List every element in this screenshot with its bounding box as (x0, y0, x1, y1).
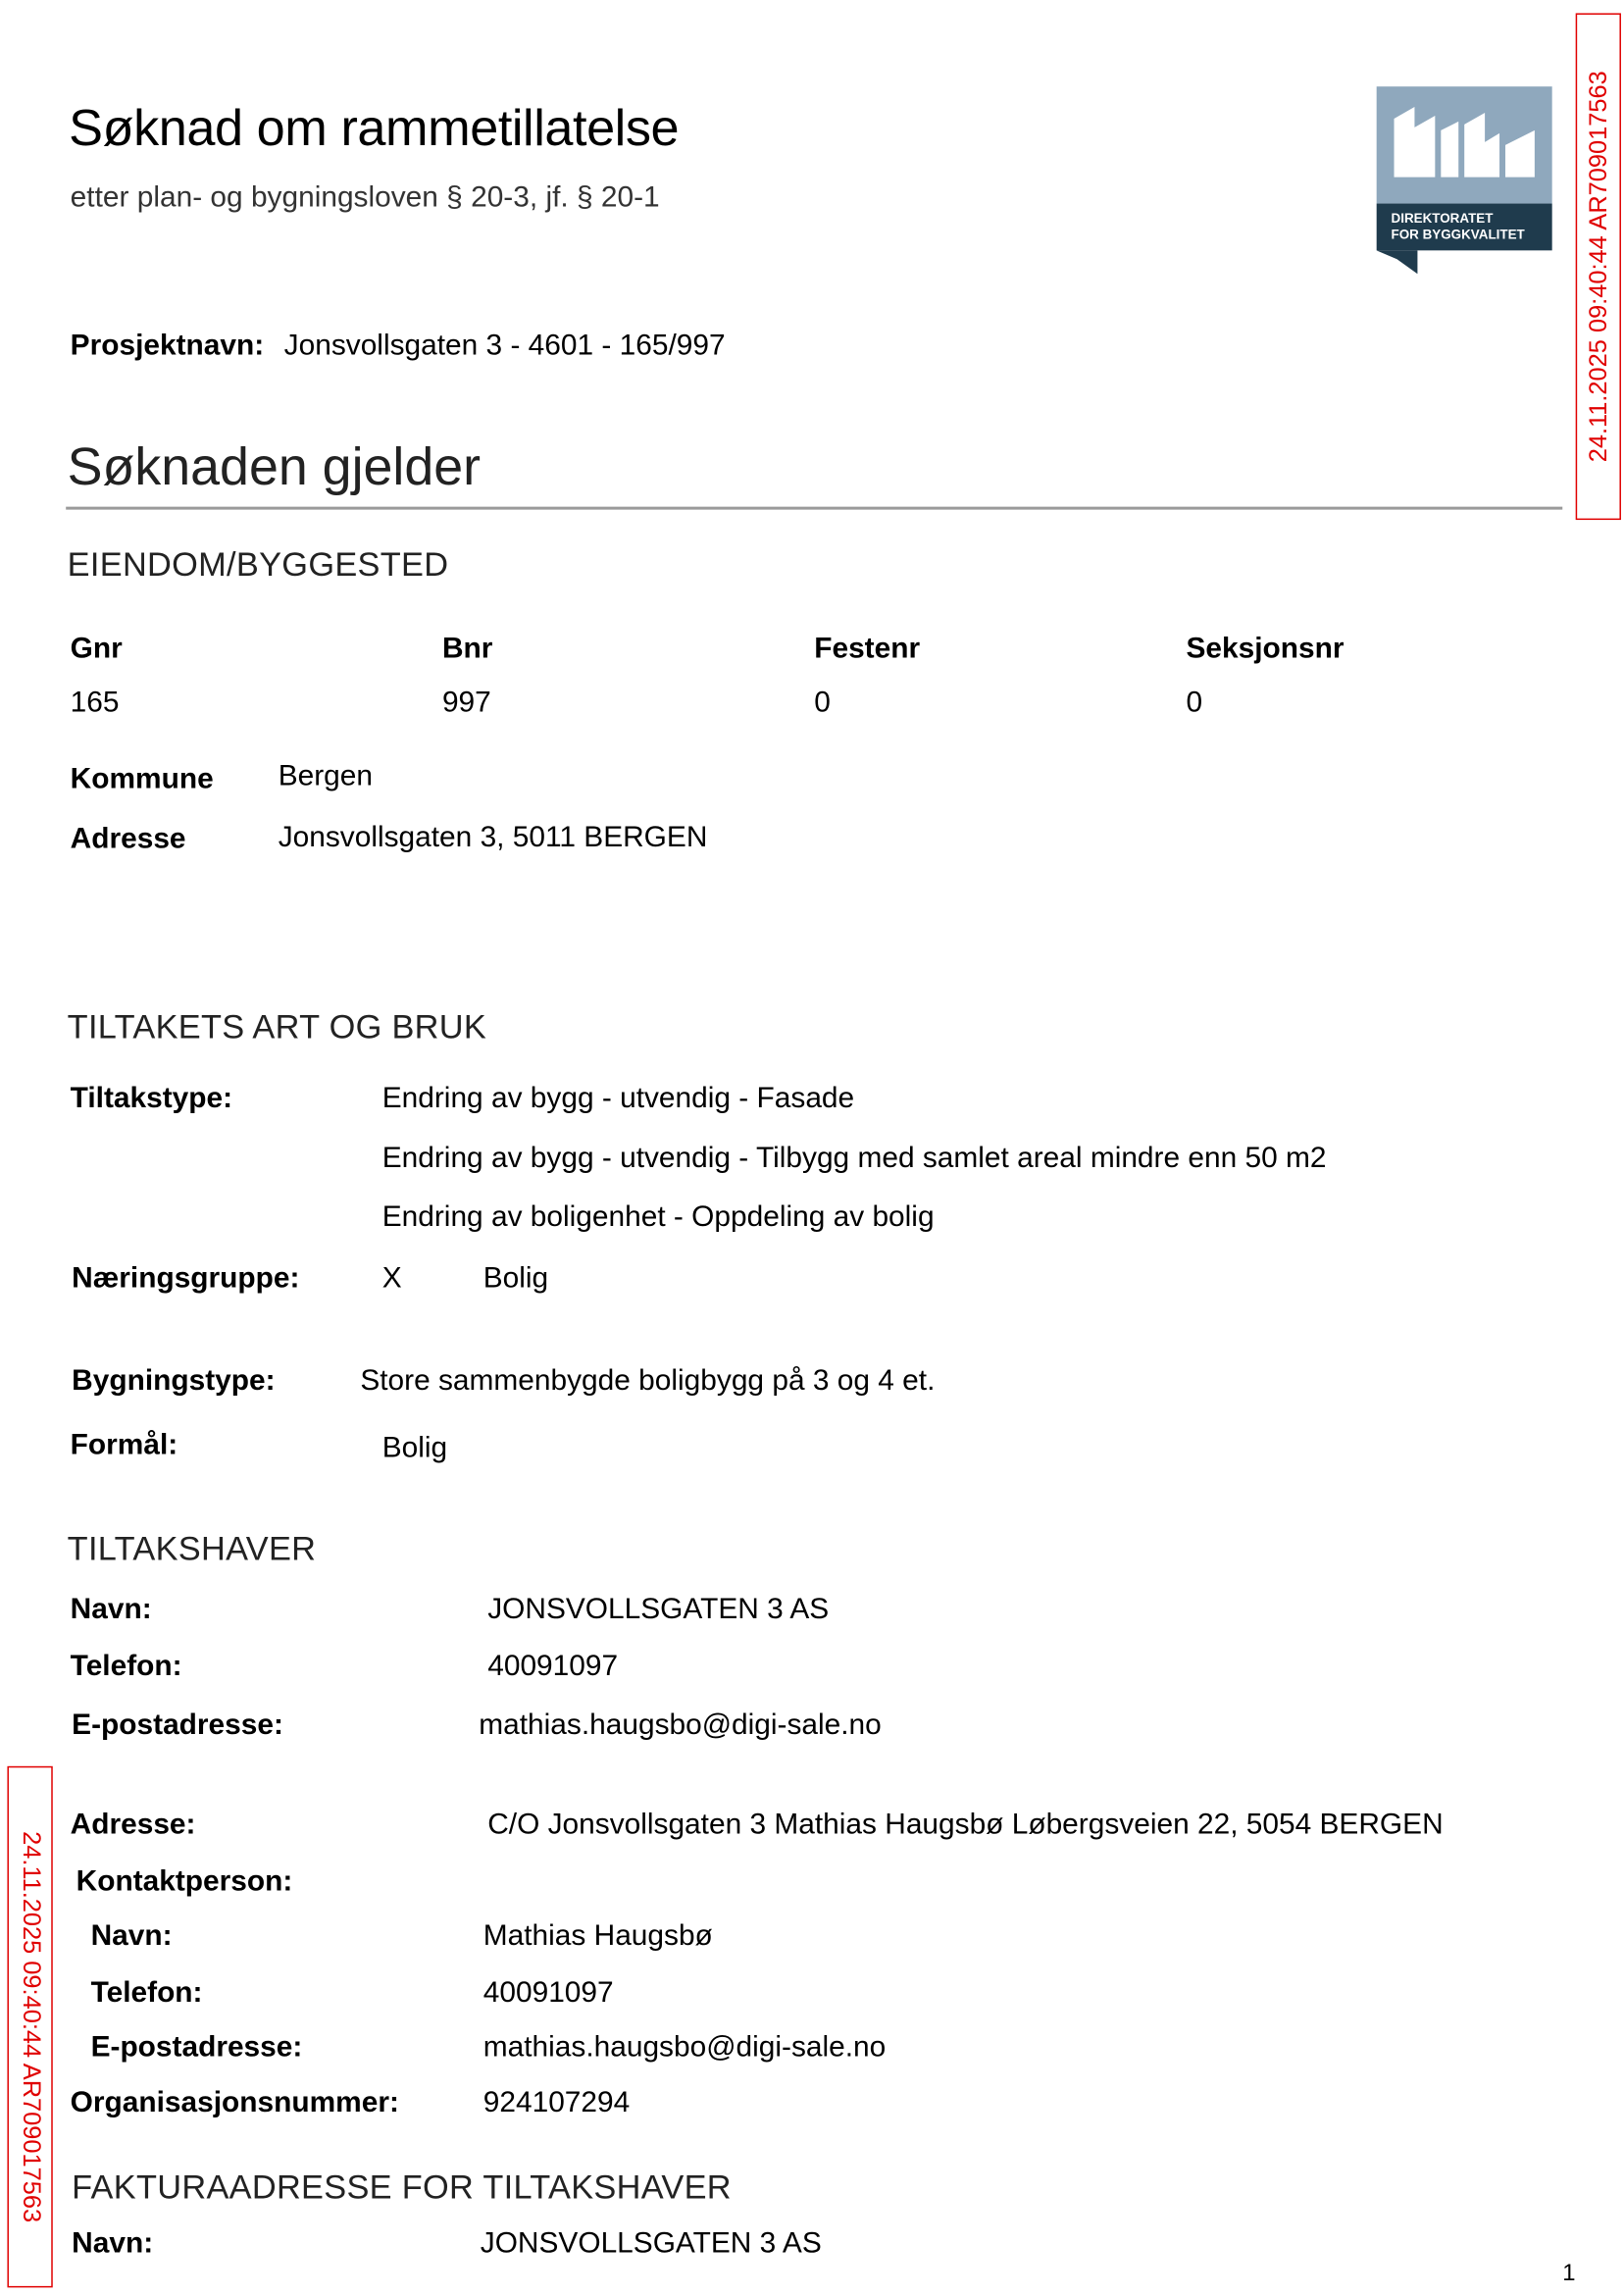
bnr-value: 997 (441, 687, 491, 720)
purpose-value: Bolig (381, 1432, 448, 1465)
dibk-logo-icon (1377, 86, 1552, 274)
applicant-phone-value: 40091097 (487, 1650, 619, 1683)
applicant-heading: TILTAKSHAVER (67, 1528, 317, 1567)
timestamp-stamp-side (7, 1766, 52, 2288)
building-type-value: Store sammenbygde boligbygg på 3 og 4 et. (360, 1364, 936, 1398)
bnr-label: Bnr (441, 633, 493, 665)
timestamp-stamp-top (1576, 13, 1621, 520)
industry-value: Bolig (482, 1262, 549, 1295)
billing-name-label: Navn: (72, 2227, 154, 2261)
property-heading: EIENDOM/BYGGESTED (67, 544, 449, 584)
applicant-email-label: E-postadresse: (72, 1708, 283, 1742)
industry-code: X (381, 1262, 402, 1295)
billing-heading: FAKTURAADRESSE FOR TILTAKSHAVER (72, 2167, 732, 2206)
purpose-label: Formål: (70, 1429, 178, 1462)
applicant-name-label: Navn: (70, 1593, 152, 1626)
seksjonsnr-label: Seksjonsnr (1186, 633, 1345, 665)
logo-line2: FOR BYGGKVALITET (1391, 227, 1525, 242)
applicant-address-value: C/O Jonsvollsgaten 3 Mathias Haugsbø Løbergsveien 22, 5054 BERGEN (487, 1809, 1444, 1841)
contact-name-label: Navn: (90, 1919, 173, 1953)
festenr-value: 0 (814, 687, 831, 720)
org-number-label: Organisasjonsnummer: (70, 2086, 399, 2119)
municipality-value: Bergen (278, 759, 374, 792)
billing-name-value: JONSVOLLSGATEN 3 AS (480, 2227, 822, 2261)
stamp-text-side: 24.11.2025 09:40:44 AR709017563 (17, 1831, 45, 2223)
application-heading: Søknaden gjelder (67, 435, 482, 497)
contact-phone-label: Telefon: (90, 1976, 203, 2010)
measure-type-item: Endring av bygg - utvendig - Fasade (381, 1082, 855, 1115)
applicant-name-value: JONSVOLLSGATEN 3 AS (487, 1593, 830, 1626)
document-subtitle: etter plan- og bygningsloven § 20-3, jf. § 20-1 (70, 181, 660, 215)
heading-divider (66, 507, 1562, 510)
contact-person-label: Kontaktperson: (76, 1865, 293, 1899)
project-value: Jonsvollsgaten 3 - 4601 - 165/997 (283, 329, 726, 362)
gnr-value: 165 (70, 687, 120, 720)
industry-label: Næringsgruppe: (72, 1262, 300, 1295)
project-label: Prosjektnavn: (70, 329, 265, 362)
contact-email-value: mathias.haugsbo@digi-sale.no (482, 2031, 887, 2064)
municipality-label: Kommune (70, 762, 214, 795)
stamp-text-top: 24.11.2025 09:40:44 AR709017563 (1583, 71, 1612, 463)
gnr-label: Gnr (70, 633, 123, 665)
org-number-value: 924107294 (482, 2086, 631, 2119)
applicant-phone-label: Telefon: (70, 1650, 182, 1683)
address-label: Adresse (70, 823, 186, 856)
address-value: Jonsvollsgaten 3, 5011 BERGEN (278, 821, 708, 854)
contact-email-label: E-postadresse: (90, 2031, 303, 2064)
applicant-email-value: mathias.haugsbo@digi-sale.no (479, 1708, 882, 1742)
measure-heading: TILTAKETS ART OG BRUK (67, 1007, 487, 1046)
applicant-address-label: Adresse: (70, 1809, 196, 1841)
measure-type-item: Endring av bygg - utvendig - Tilbygg med samlet areal mindre enn 50 m2 (381, 1142, 1327, 1175)
measure-type-item: Endring av boligenhet - Oppdeling av bolig (381, 1200, 935, 1234)
festenr-label: Festenr (814, 633, 921, 665)
measure-type-label: Tiltakstype: (70, 1082, 233, 1115)
contact-phone-value: 40091097 (482, 1976, 614, 2010)
logo-line1: DIREKTORATET (1391, 210, 1494, 226)
document-title: Søknad om rammetillatelse (69, 99, 680, 157)
page-number: 1 (1562, 2261, 1576, 2286)
contact-name-value: Mathias Haugsbø (482, 1919, 713, 1953)
building-type-label: Bygningstype: (72, 1364, 276, 1398)
seksjonsnr-value: 0 (1186, 687, 1203, 720)
dibk-logo (1377, 86, 1552, 274)
